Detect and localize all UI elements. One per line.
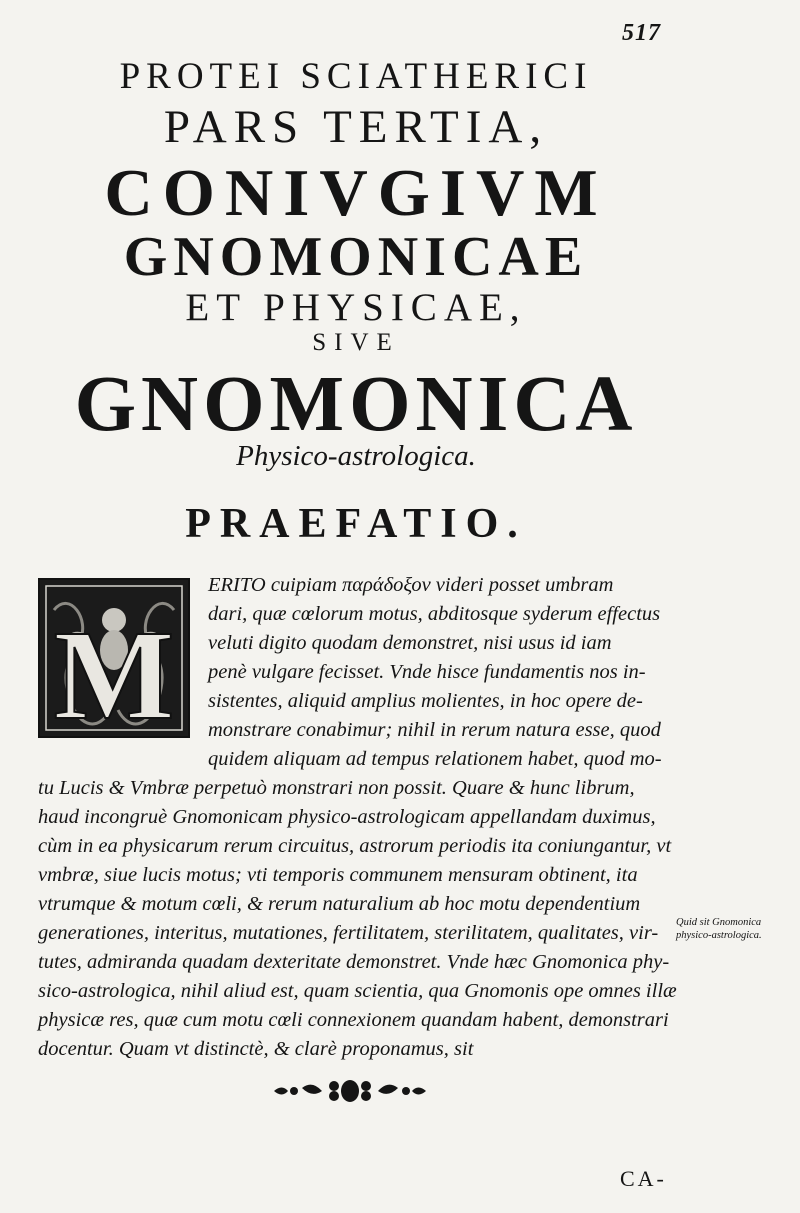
body-line: ERITO cuipiam παράδοξον videri posset umbram <box>208 574 614 596</box>
drop-cap-initial <box>38 578 190 738</box>
body-line: veluti digito quodam demonstret, nisi usus id iam <box>208 632 612 654</box>
body-line: tu Lucis & Vmbræ perpetuò monstrari non possit. Quare & hunc librum, <box>38 777 635 799</box>
body-line: physicæ res, quæ cum motu cœli connexionem quandam habent, demonstrari <box>38 1009 669 1031</box>
title-line-3: CONIVGIVM <box>104 156 608 230</box>
catchword: CA- <box>620 1166 667 1191</box>
body-line: sistentes, aliquid amplius molientes, in hoc opere de- <box>208 690 643 712</box>
body-line: sico-astrologica, nihil aliud est, quam scientia, qua Gnomonis ope omnes illæ <box>38 980 677 1002</box>
body-line: haud incongruè Gnomonicam physico-astrologicam appellandam duximus, <box>38 806 656 828</box>
decorated-initial-icon <box>40 580 188 736</box>
body-line: quidem aliquam ad tempus relationem habet, quod mo- <box>208 748 662 770</box>
title-line-6: SIVE <box>312 329 400 356</box>
body-line: tutes, admiranda quadam dexteritate demonstret. Vnde hæc Gnomonica phy- <box>38 951 670 973</box>
body-line: generationes, interitus, mutationes, fertilitatem, sterilitatem, qualitates, vir- <box>38 922 659 944</box>
body-line: vmbræ, siue lucis motus; vti temporis communem mensuram obtinent, ita <box>38 864 638 886</box>
body-line: docentur. Quam vt distinctè, & clarè proponamus, sit <box>38 1038 474 1060</box>
margin-note: Quid sit Gnomonica physico-astrologica. <box>676 917 762 941</box>
body-line: cùm in ea physicarum rerum circuitus, astrorum periodis ita coniungantur, vt <box>38 835 672 857</box>
body-line: penè vulgare fecisset. Vnde hisce fundamentis nos in- <box>208 661 646 683</box>
body-line: dari, quæ cœlorum motus, abditosque syderum effectus <box>208 603 661 625</box>
title-line-5: ET PHYSICAE, <box>185 286 527 329</box>
body-line: vtrumque & motum cœli, & rerum naturalium ab hoc motu dependentium <box>38 893 641 915</box>
title-line-2: PARS TERTIA, <box>163 101 549 153</box>
section-heading: PRAEFATIO. <box>185 501 527 547</box>
body-line: monstrare conabimur; nihil in rerum natura esse, quod <box>208 719 661 741</box>
page-number: 517 <box>622 20 661 46</box>
subtitle: Physico-astrologica. <box>236 440 476 472</box>
drop-cap-letter: M <box>53 604 175 736</box>
title-line-1: PROTEI SCIATHERICI <box>119 56 593 97</box>
title-line-7: GNOMONICA <box>74 361 638 448</box>
title-line-4: GNOMONICAE <box>123 226 589 288</box>
fleuron-ornament-icon <box>268 1076 432 1106</box>
